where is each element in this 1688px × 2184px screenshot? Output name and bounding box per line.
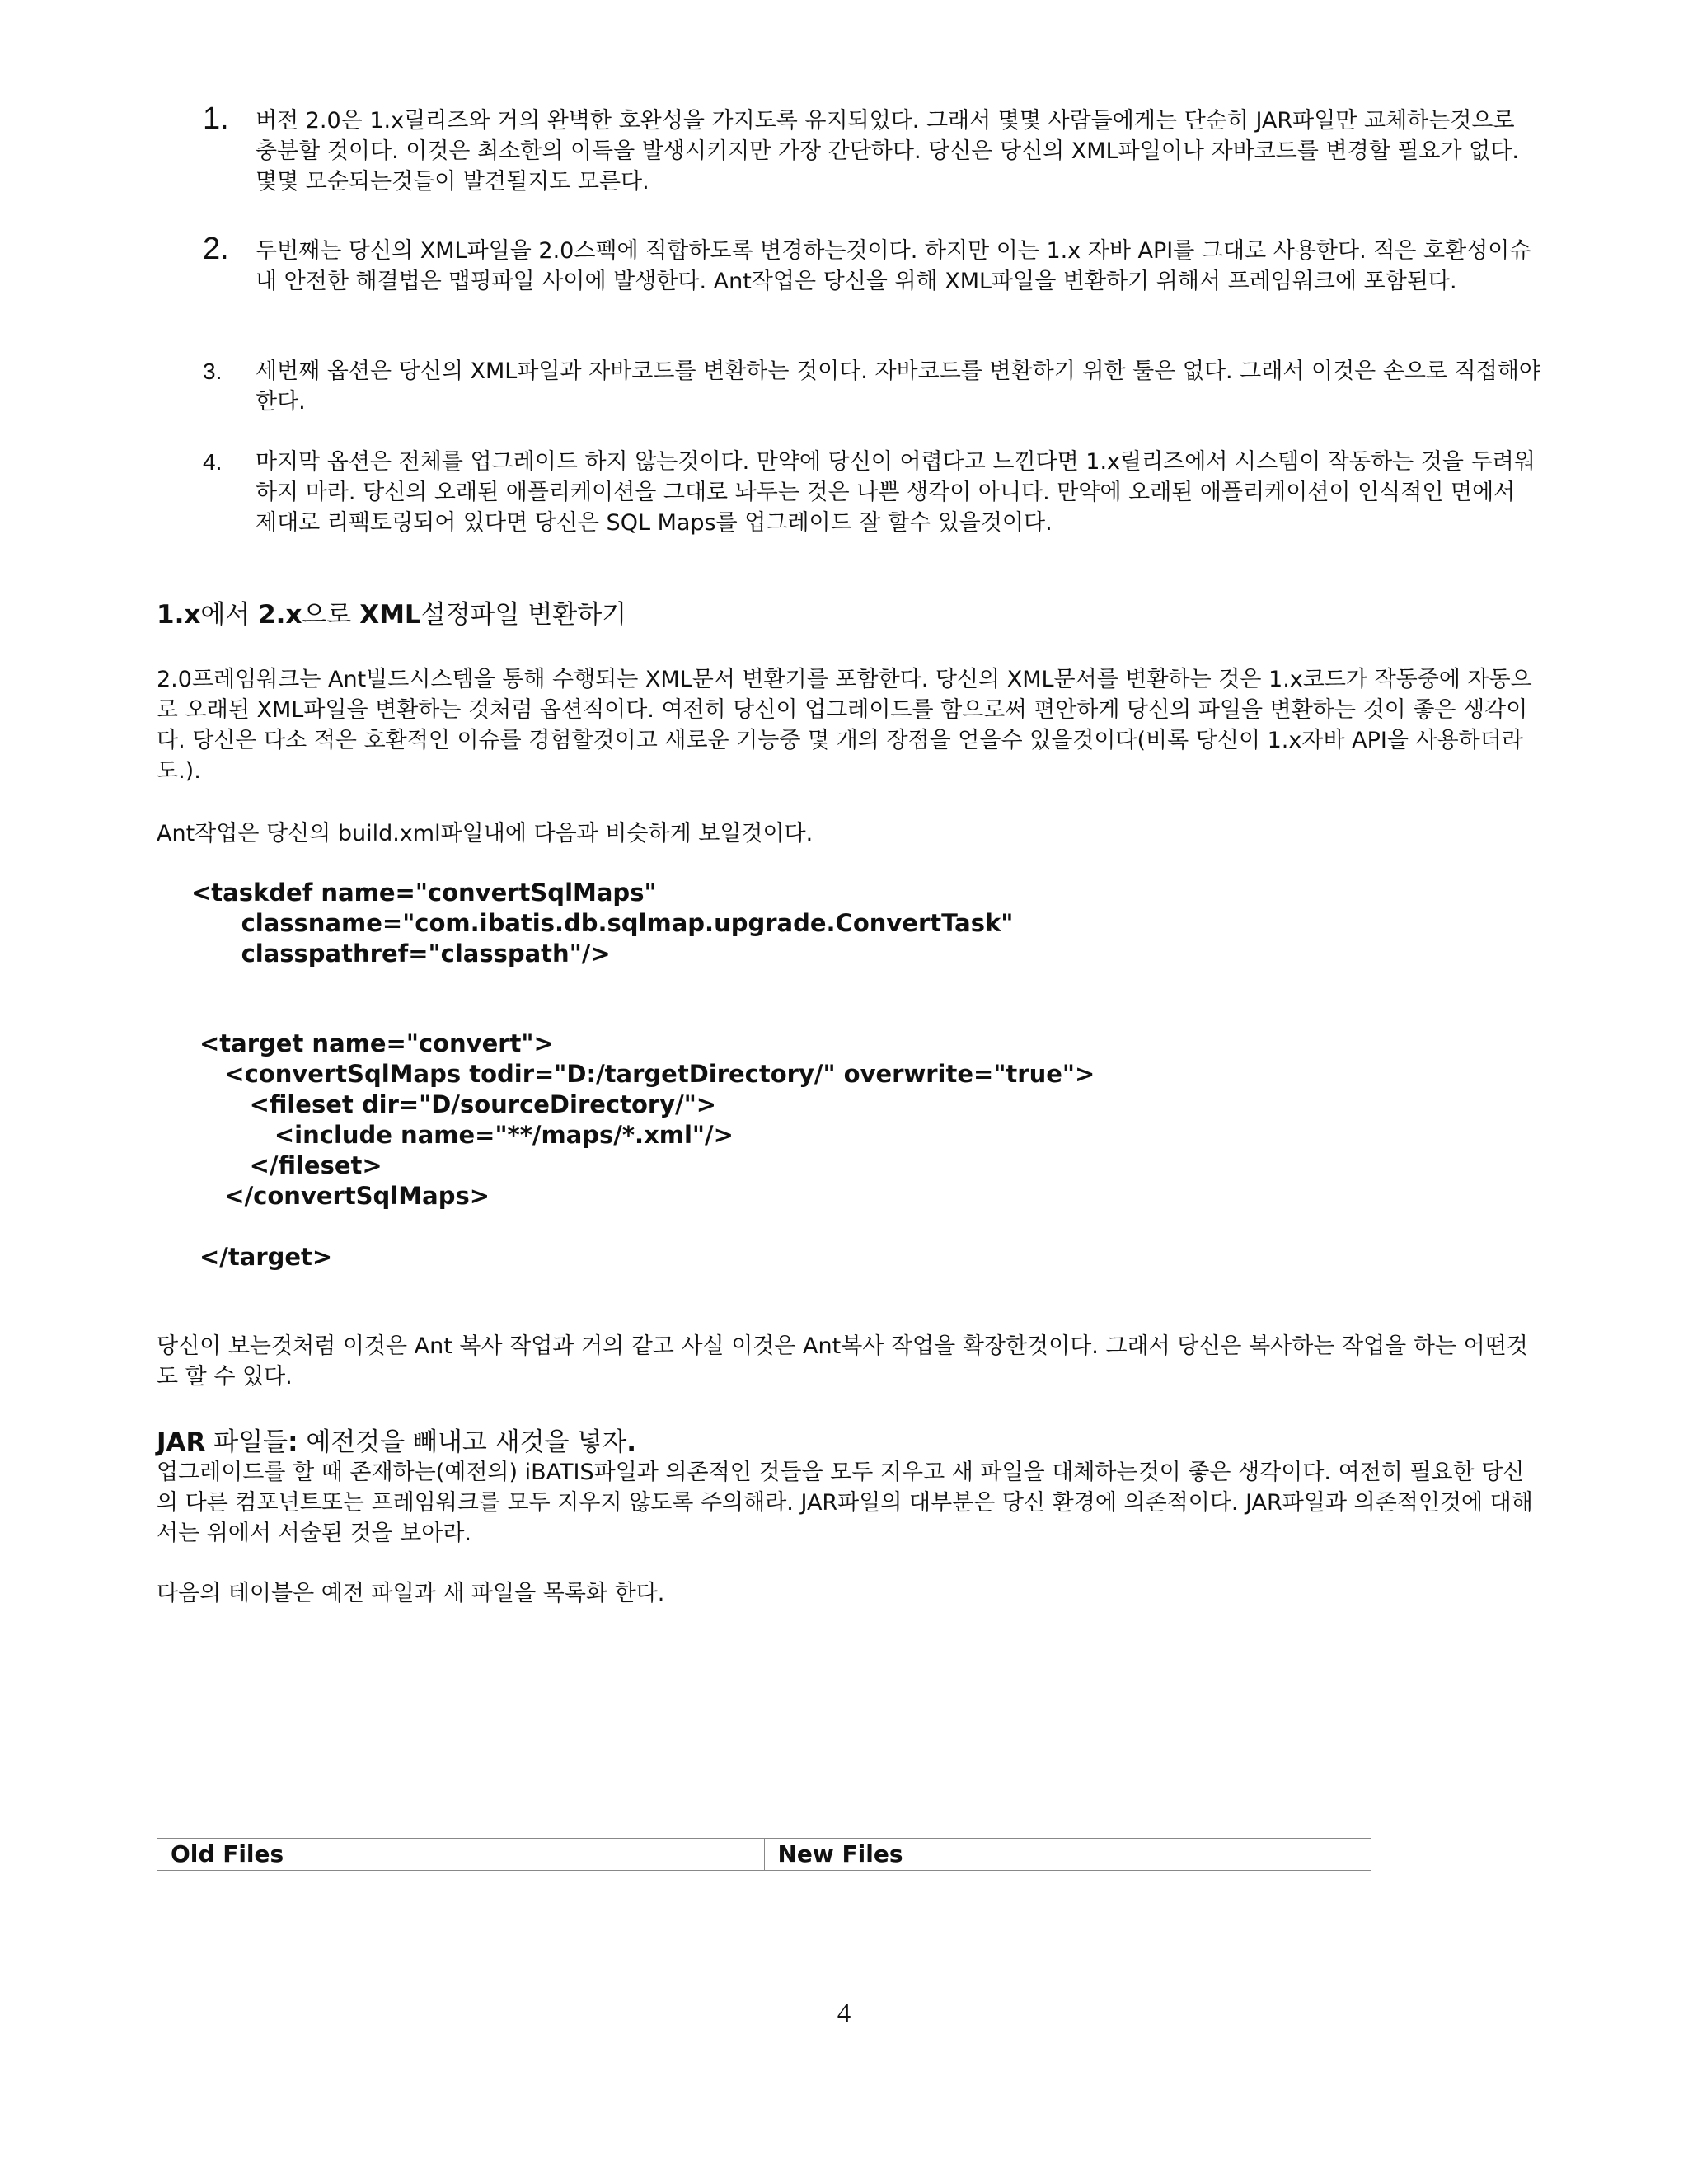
heading-part: 설정파일 변환하기	[420, 600, 627, 630]
list-number: 4.	[203, 449, 223, 475]
list-item-text: 세번째 옵션은 당신의 XML파일과 자바코드를 변환하는 것이다. 자바코드를 변환하기 위한 툴은 없다. 그래서 이것은 손으로 직접해야 한다.	[256, 359, 1540, 415]
heading-part: 으로	[302, 600, 360, 630]
heading-bold-part: :	[288, 1427, 298, 1457]
heading-part: 예전것을 빼내고 새것을 넣자	[298, 1427, 627, 1457]
paragraph: 당신이 보는것처럼 이것은 Ant 복사 작업과 거의 같고 사실 이것은 Ant복사 작업을 확장한것이다. 그래서 당신은 복사하는 작업을 하는 어떤것도 할 수 있다.	[157, 1333, 1528, 1390]
code-block-target: <target name="convert"> <convertSqlMaps todir="D:/targetDirectory/" overwrite="true"> <fileset dir="D/sourceDirectory/"> <include name="**/maps/*.xml"/> </fileset> </convertSqlMaps> </target>	[199, 1029, 1095, 1271]
heading-part: 파일들	[205, 1427, 288, 1457]
table-header-new-files: New Files	[764, 1839, 1372, 1871]
paragraph: 다음의 테이블은 예전 파일과 새 파일을 목록화 한다.	[157, 1581, 665, 1606]
heading-bold-part: .	[626, 1427, 637, 1457]
page-number: 4	[837, 1999, 851, 2028]
list-number: 3.	[203, 359, 223, 384]
heading-part: 에서	[200, 600, 259, 630]
paragraph: 업그레이드를 할 때 존재하는(예전의) iBATIS파일과 의존적인 것들을 모두 지우고 새 파일을 대체하는것이 좋은 생각이다. 여전히 필요한 당신의 다른 컴포넌트또는 프레임워크를 모두 지우지 않도록 주의해라. JAR파일의 대부분은 당신 환경에 의존적이다. JAR파일과 의존적인것에 대해서는 위에서 서술된 것을 보아라.	[157, 1460, 1533, 1546]
table-header-row	[157, 1839, 1372, 1871]
heading-bold-part: JAR	[157, 1427, 206, 1457]
section-heading-xml-conversion	[157, 598, 626, 631]
section-heading-jar-files	[157, 1426, 636, 1459]
list-item-text: 버전 2.0은 1.x릴리즈와 거의 완벽한 호완성을 가지도록 유지되었다. 그래서 몇몇 사람들에게는 단순히 JAR파일만 교체하는것으로 충분할 것이다. 이것은 최소한의 이득을 발생시키지만 가장 간단하다. 당신은 당신의 XML파일이나 자바코드를 변경할 필요가 없다. 몇몇 모순되는것들이 발견될지도 모른다.	[256, 108, 1519, 194]
list-number: 2.	[203, 232, 229, 266]
paragraph: Ant작업은 당신의 build.xml파일내에 다음과 비슷하게 보일것이다.	[157, 821, 814, 846]
files-table	[157, 1838, 1372, 1871]
heading-bold-part: 1.x	[157, 600, 201, 630]
heading-bold-part: 2.x	[258, 600, 302, 630]
heading-bold-part: XML	[359, 600, 421, 630]
paragraph: 2.0프레임워크는 Ant빌드시스템을 통해 수행되는 XML문서 변환기를 포함한다. 당신의 XML문서를 변환하는 것은 1.x코드가 작동중에 자동으로 오래된 XML파일을 변환하는 것처럼 옵션적이다. 여전히 당신이 업그레이드를 함으로써 편안하게 당신의 파일을 변환하는 것이 좋은 생각이다. 당신은 다소 적은 호환적인 이슈를 경험할것이고 새로운 기능중 몇 개의 장점을 얻을수 있을것이다(비록 당신이 1.x자바 API을 사용하더라도.).	[157, 667, 1532, 784]
table-header-old-files: Old Files	[157, 1839, 765, 1871]
list-item-text: 마지막 옵션은 전체를 업그레이드 하지 않는것이다. 만약에 당신이 어렵다고 느낀다면 1.x릴리즈에서 시스템이 작동하는 것을 두려워하지 마라. 당신의 오래된 애플리케이션을 그대로 놔두는 것은 나쁜 생각이 아니다. 만약에 오래된 애플리케이션이 인식적인 면에서 제대로 리팩토링되어 있다면 당신은 SQL Maps를 업그레이드 잘 할수 있을것이다.	[256, 449, 1536, 536]
list-number: 1.	[203, 101, 229, 136]
list-item-text: 두번째는 당신의 XML파일을 2.0스펙에 적합하도록 변경하는것이다. 하지만 이는 1.x 자바 API를 그대로 사용한다. 적은 호환성이슈내 안전한 해결법은 맵핑파일 사이에 발생한다. Ant작업은 당신을 위해 XML파일을 변환하기 위해서 프레임워크에 포함된다.	[256, 238, 1531, 294]
code-block-taskdef: <taskdef name="convertSqlMaps" classname="com.ibatis.db.sqlmap.upgrade.ConvertTask" classpathref="classpath"/>	[191, 879, 1014, 968]
